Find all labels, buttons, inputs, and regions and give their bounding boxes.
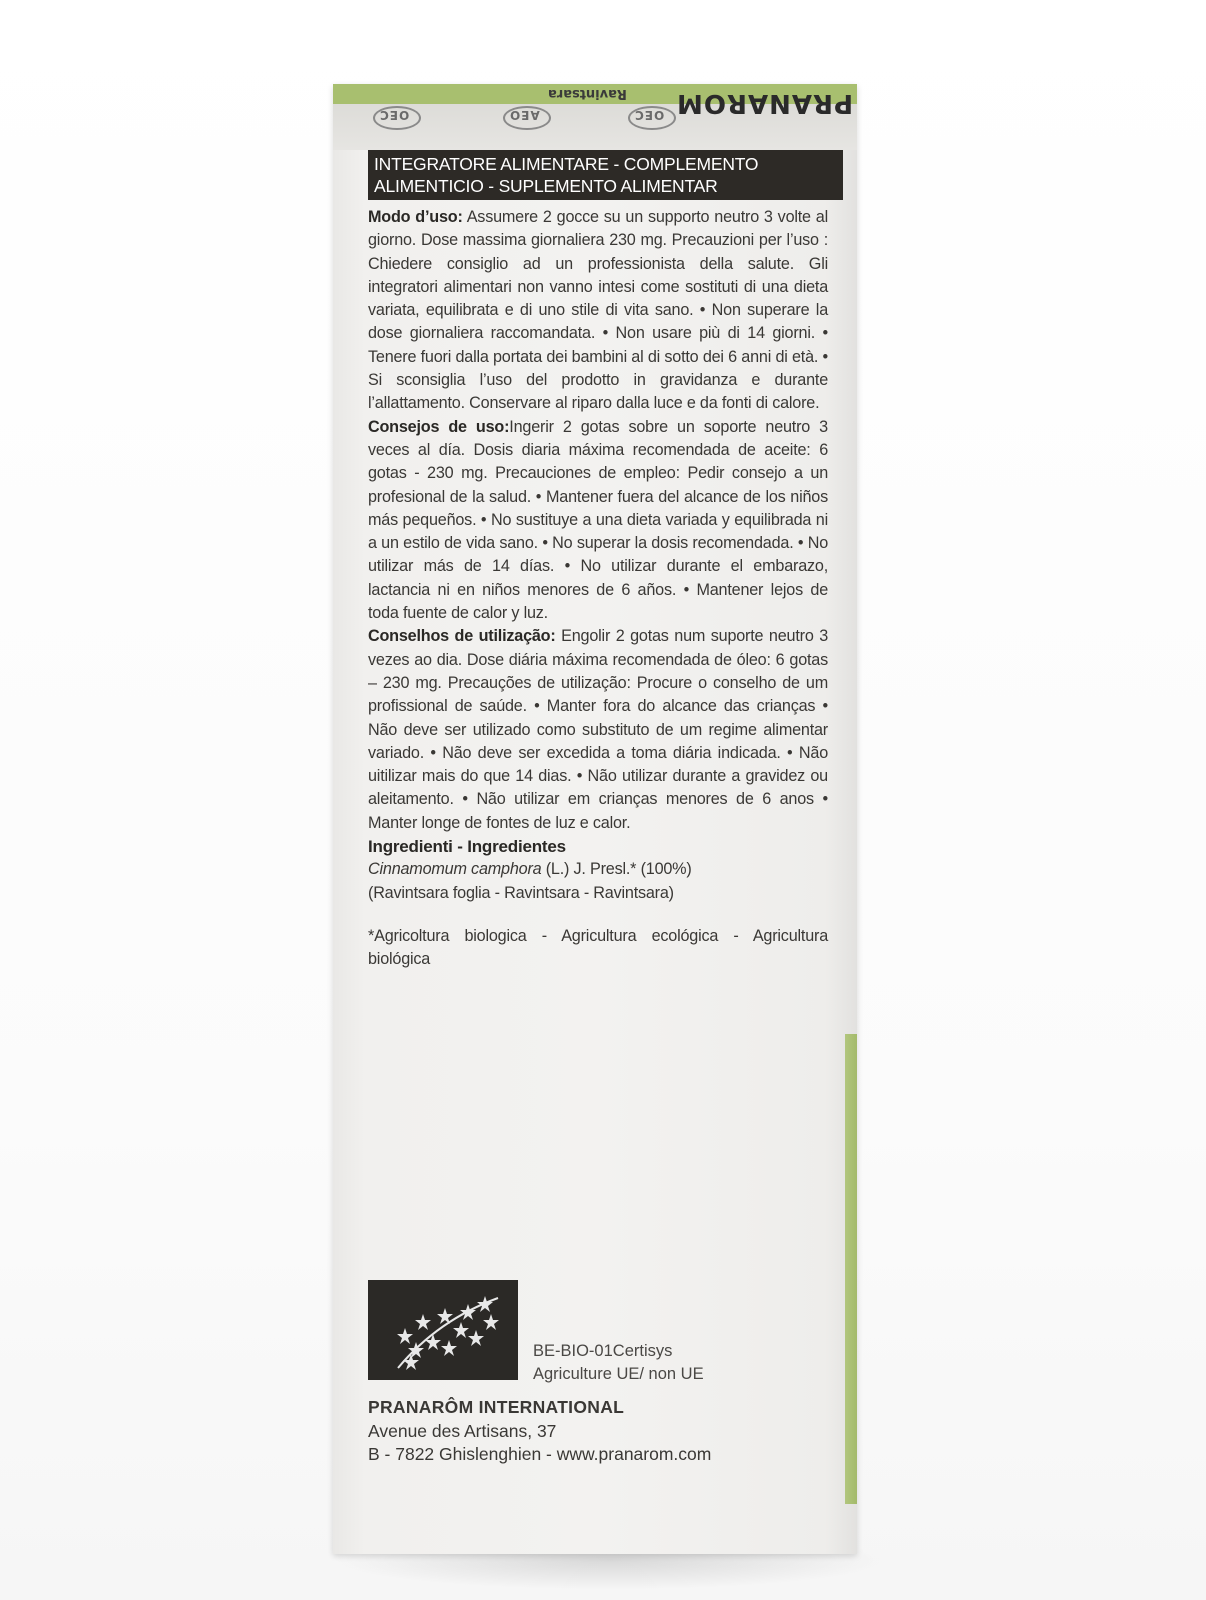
spanish-heading: Consejos de uso: — [368, 417, 510, 436]
flap-side-title-mirrored: PRANAROM — [675, 88, 853, 118]
company-name: PRANARÔM INTERNATIONAL — [368, 1397, 625, 1417]
flap-badge-label-1: OEC — [379, 108, 410, 122]
label-text-column — [368, 206, 828, 972]
flap-badge-label-2: AEO — [509, 108, 540, 122]
spanish-body: Ingerir 2 gotas sobre un soporte neutro 3 veces al día. Dosis diaria máxima recomendada de aceite: 6 gotas - 230 mg. Precauciones de empleo: Pedir consejo a un profesional de la salud. • Mantener fuera del alcance de los niños más pequeños. • No sustituye a una dieta variada y equilibrada ni a un estilo de vida sano. • No superar la dosis recomendada. • No utilizar más de 14 días. • No utilizar durante el embarazo, lactancia ni en niños menores de 6 años. • Mantener lejos de toda fuente de calor y luz. — [368, 417, 828, 623]
spanish-instructions — [368, 416, 828, 626]
flap-badge-label-3: OEC — [634, 108, 665, 122]
title-line-1: INTEGRATORE ALIMENTARE - COMPLEMENTO — [374, 154, 759, 174]
ingredients-heading: Ingredienti - Ingredientes — [368, 837, 566, 857]
ingredients-species-line — [368, 858, 828, 881]
product-box-back — [333, 84, 857, 1554]
ingredients-species: Cinnamomum camphora — [368, 860, 542, 879]
eu-leaf-stars-icon — [368, 1280, 518, 1380]
title-line-2: ALIMENTICIO - SUPLEMENTO ALIMENTAR — [374, 176, 718, 196]
ingredients-authority: (L.) J. Presl.* (100%) — [541, 860, 692, 879]
company-street: Avenue des Artisans, 37 — [368, 1420, 557, 1441]
ingredients-common-names: (Ravintsara foglia - Ravintsara - Ravintsara) — [368, 883, 674, 902]
italian-heading: Modo d’uso: — [368, 208, 463, 226]
italian-body: Assumere 2 gocce su un supporto neutro 3 volte al giorno. Dose massima giornaliera 230 mg. Precauzioni per l’uso : Chiedere consiglio ad un professionista della salute. Gli integratori alimentari non vanno intesi come sostituti di una dieta variata, equilibrata e di uno stile di vita sano. • Non superare la dose giornaliera raccomandata. • Non usare più di 14 giorni. • Tenere fuori dalla portata dei bambini al di sotto dei 6 anni di età. • Si sconsiglia l’uso del prodotto in gravidanza e durante l’allattamento. Conservare al riparo dalla luce e da fonti di calore. — [368, 208, 828, 413]
portuguese-heading: Conselhos de utilização: — [368, 627, 556, 646]
italian-instructions — [368, 206, 828, 416]
flap-brand-mirrored: Ravintsara — [548, 86, 627, 101]
company-city-web: B - 7822 Ghislenghien - www.pranarom.com — [368, 1444, 712, 1464]
certification-block — [533, 1340, 833, 1386]
company-address — [368, 1396, 848, 1467]
eu-organic-logo — [368, 1280, 518, 1380]
portuguese-body: Engolir 2 gotas num suporte neutro 3 vezes ao dia. Dose diária máxima recomendada de óleo: 6 gotas – 230 mg. Precauções de utilização: Procure o conselho de um profissional de saúde. • Manter fora do alcance das crianças • Não deve ser utilizado como substituto de um regime alimentar variado. • Não deve ser excedida a toma diária indicada. • Não uitilizar mais do que 14 dias. • Não utilizar durante a gravidez ou aleitamento. • Não utilizar em crianças menores de 6 anos • Manter longe de fontes de luz e calor. — [368, 627, 828, 832]
portuguese-instructions — [368, 625, 828, 835]
certification-code: BE-BIO-01Certisys — [533, 1342, 673, 1360]
supplement-title-bar — [368, 150, 843, 200]
organic-note: *Agricoltura biologica - Agricultura ecológica - Agricultura biológica — [368, 926, 828, 969]
certification-origin: Agriculture UE/ non UE — [533, 1365, 704, 1383]
